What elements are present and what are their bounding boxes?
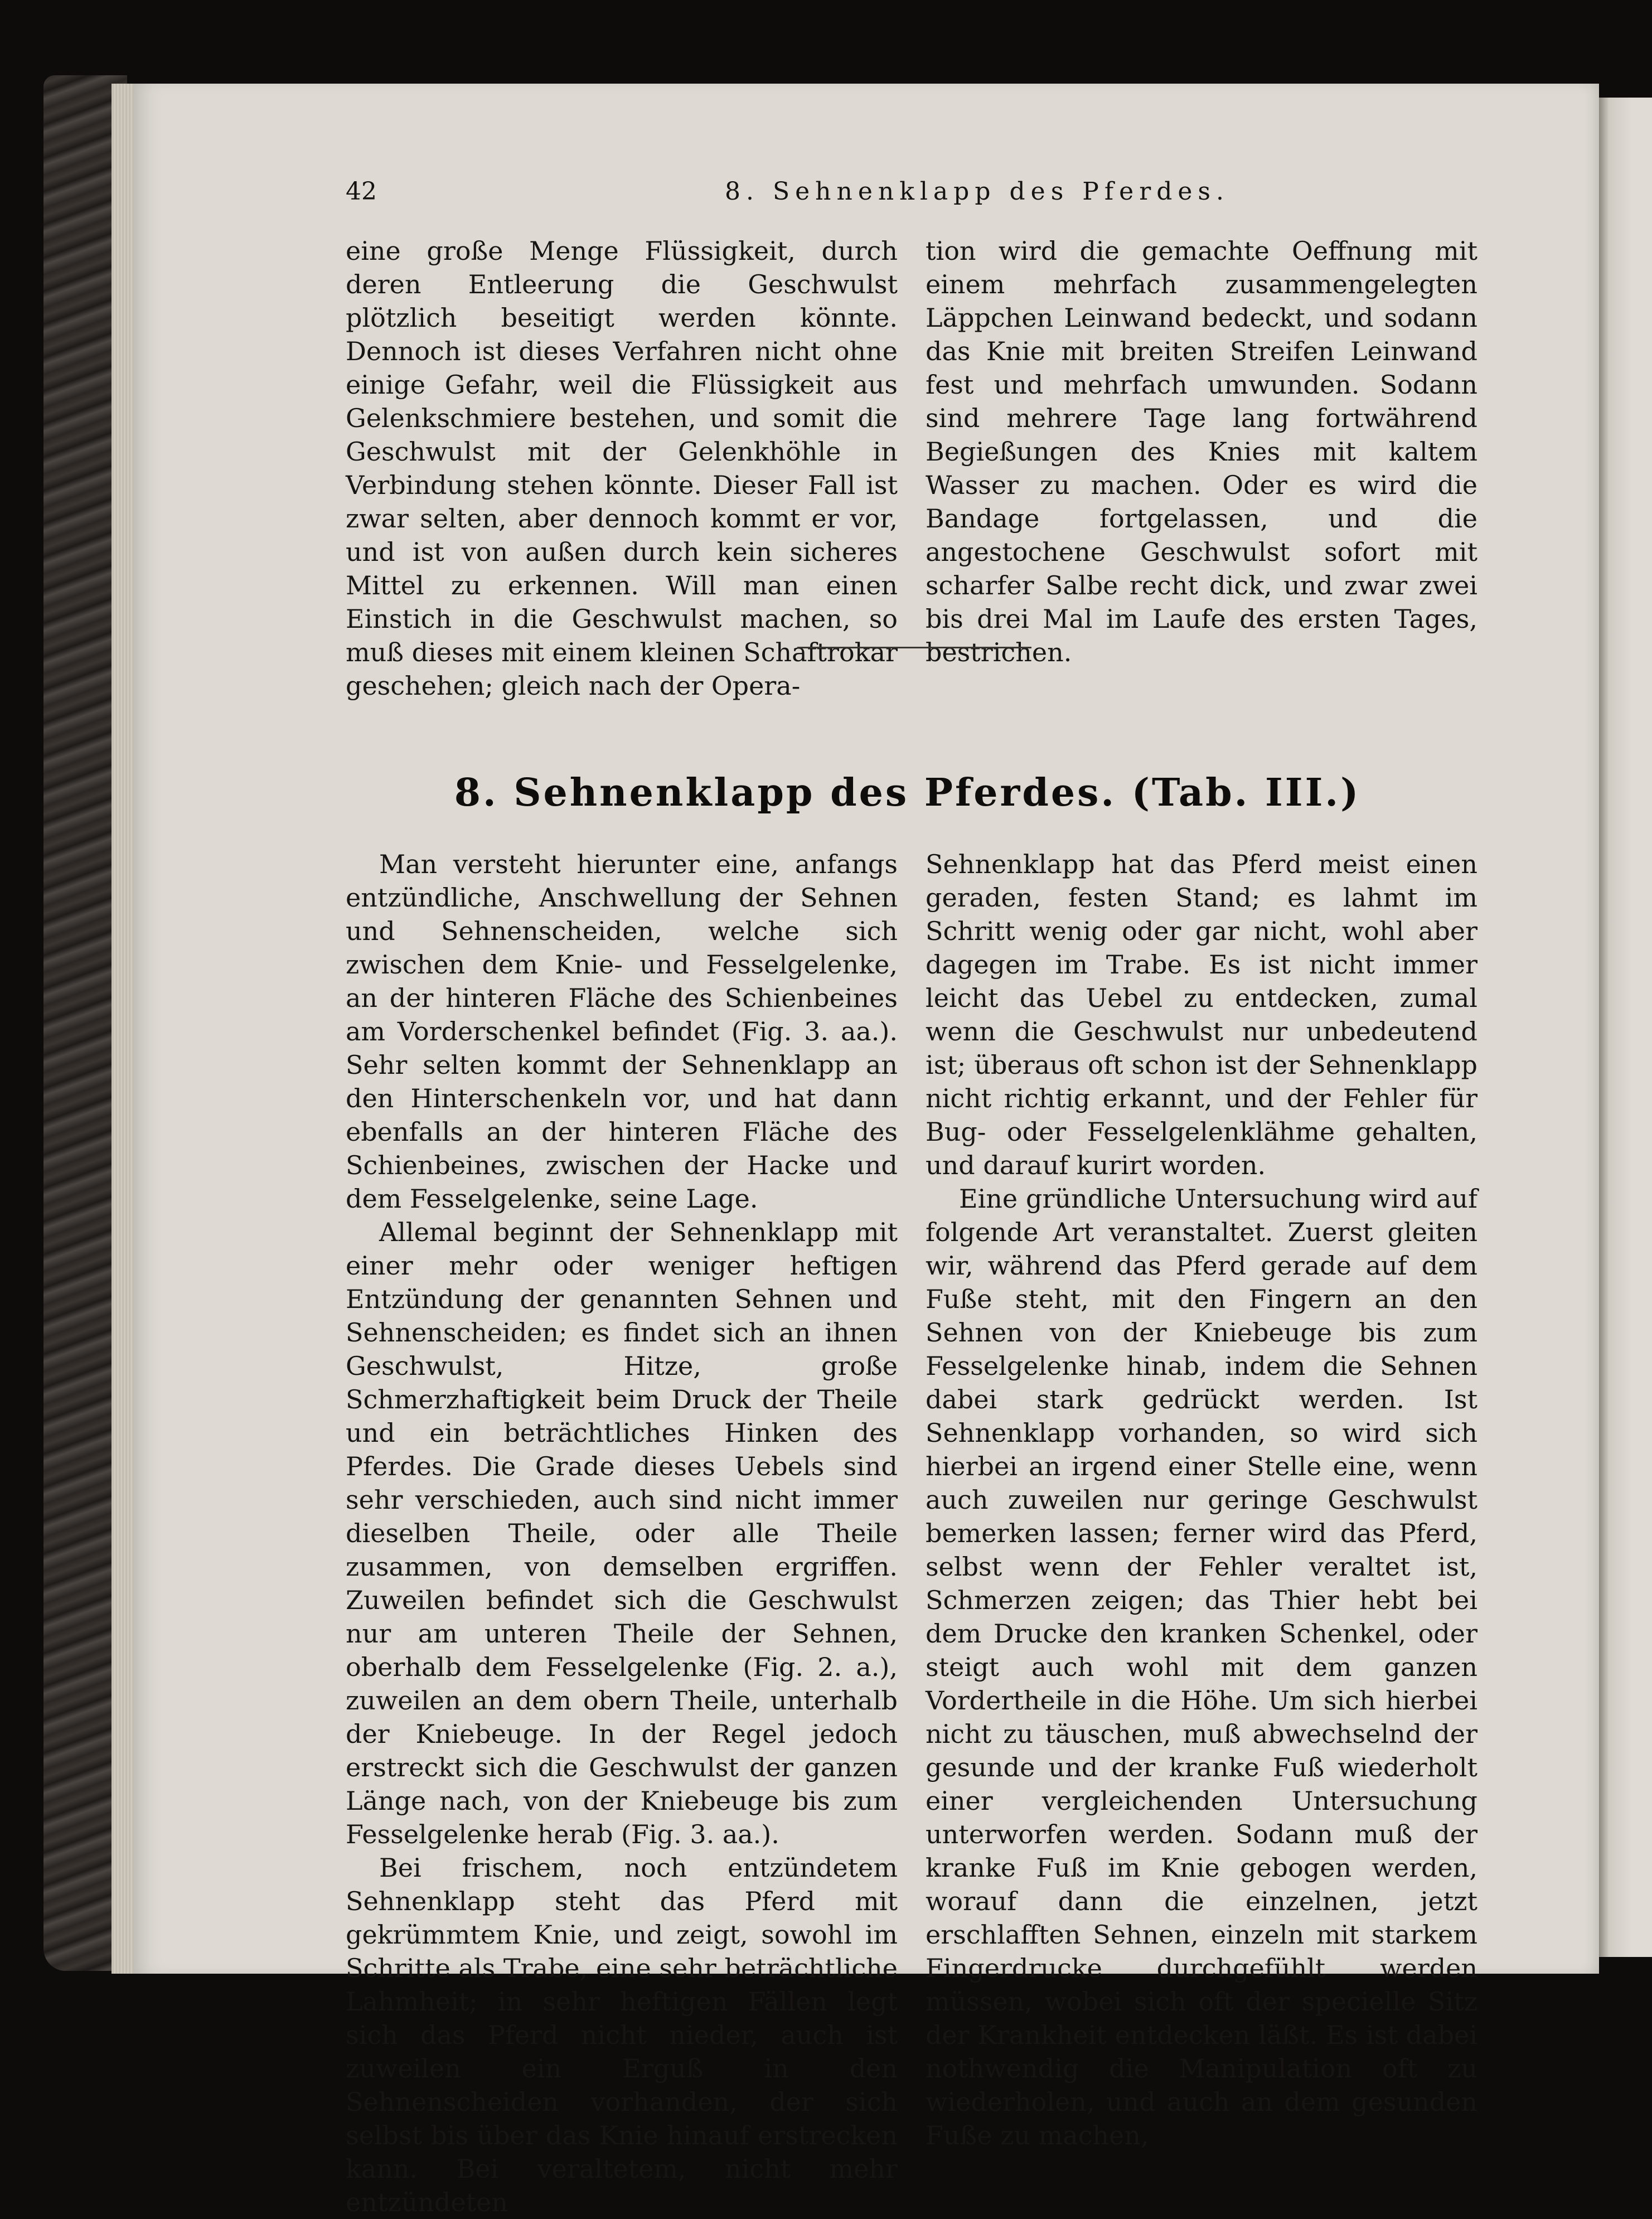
page-header	[346, 177, 1469, 216]
upper-right-paragraph: tion wird die gemachte Oeffnung mit einem mehrfach zusammengelegten Läppchen Leinwand bedeckt, und sodann das Knie mit breiten Streifen Leinwand fest und mehrfach umwunden. Sodann sind mehrere Tage lang fortwährend Begießungen des Knies mit kaltem Wasser zu machen. Oder es wird die Bandage fortgelassen, und die angestochene Geschwulst sofort mit scharfer Salbe recht dick, und zwar zwei bis drei Mal im Laufe des ersten Tages, bestrichen.	[926, 236, 1477, 667]
paragraph: Sehnenklapp hat das Pferd meist einen geraden, festen Stand; es lahmt im Schritt wenig oder gar nicht, wohl aber dagegen im Trabe. Es ist nicht immer leicht das Uebel zu entdecken, zumal wenn die Geschwulst nur unbedeutend ist; überaus oft schon ist der Sehnenklapp nicht richtig erkannt, und der Fehler für Bug- oder Fesselgelenklähme gehalten, und darauf kurirt worden.	[926, 849, 1477, 1180]
paragraph: Eine gründliche Untersuchung wird auf folgende Art veranstaltet. Zuerst gleiten wir, während das Pferd gerade auf dem Fuße steht, mit den Fingern an den Sehnen von der Kniebeuge bis zum Fesselgelenke hinab, indem die Sehnen dabei stark gedrückt werden. Ist Sehnenklapp vorhanden, so wird sich hierbei an irgend einer Stelle eine, wenn auch zuweilen nur geringe Geschwulst bemerken lassen; ferner wird das Pferd, selbst wenn der Fehler veraltet ist, Schmerzen zeigen; das Thier hebt bei dem Drucke den kranken Schenkel, oder steigt auch wohl mit dem ganzen Vordertheile in die Höhe. Um sich hierbei nicht zu täuschen, muß abwechselnd der gesunde und der kranke Fuß wiederholt einer vergleichenden Untersuchung unterworfen werden. Sodann muß der kranke Fuß im Knie gebogen werden, worauf dann die einzelnen, jetzt erschlafften Sehnen, einzeln mit starkem Fingerdrucke durchgefühlt werden müssen, wobei sich oft der specielle Sitz der Krankheit entdecken läßt. Es ist dabei nothwendig die Manipulation oft zu wiederholen, und auch an dem gesunden Fuße zu machen,	[926, 1184, 1477, 2150]
upper-right-column	[926, 234, 1477, 669]
page-number: 42	[346, 177, 377, 206]
paragraph: Bei frischem, noch entzündetem Sehnenklapp steht das Pferd mit gekrümmtem Knie, und zeigt, sowohl im Schritte als Trabe, eine sehr beträchtliche Lahmheit; in sehr heftigen Fällen legt sich das Pferd nicht nieder, auch ist zuweilen ein Erguß in den Sehnenscheiden vorhanden, der sich selbst bis über das Knie hinauf erstrecken kann. Bei veraltetem, nicht mehr entzündeten	[346, 1853, 898, 2217]
running-head: 8. Sehnenklapp des Pferdes.	[725, 177, 1229, 206]
lower-right-column	[926, 847, 1477, 2152]
paragraph: Allemal beginnt der Sehnenklapp mit einer mehr oder weniger heftigen Entzündung der genannten Sehnen und Sehnenscheiden; es findet sich an ihnen Geschwulst, Hitze, große Schmerzhaftigkeit beim Druck der Theile und ein beträchtliches Hinken des Pferdes. Die Grade dieses Uebels sind sehr verschieden, auch sind nicht immer dieselben Theile, oder alle Theile zusammen, von demselben ergriffen. Zuweilen befindet sich die Geschwulst nur am unteren Theile der Sehnen, oberhalb dem Fesselgelenke (Fig. 2. a.), zuweilen an dem obern Theile, unterhalb der Kniebeuge. In der Regel jedoch erstreckt sich die Geschwulst der ganzen Länge nach, von der Kniebeuge bis zum Fesselgelenke herab (Fig. 3. aa.).	[346, 1217, 898, 1849]
section-divider	[797, 647, 1031, 648]
facing-page-edge	[1599, 98, 1652, 1957]
lower-left-column	[346, 847, 898, 2219]
upper-left-paragraph: eine große Menge Flüssigkeit, durch deren Entleerung die Geschwulst plötzlich beseitigt werden könnte. Dennoch ist dieses Verfahren nicht ohne einige Gefahr, weil die Flüssigkeit aus Gelenkschmiere bestehen, und somit die Geschwulst mit der Gelenkhöhle in Verbindung stehen könnte. Dieser Fall ist zwar selten, aber dennoch kommt er vor, und ist von außen durch kein sicheres Mittel zu erkennen. Will man einen Einstich in die Geschwulst machen, so muß dieses mit einem kleinen Schaftrokar geschehen; gleich nach der Opera-	[346, 236, 898, 701]
paragraph: Man versteht hierunter eine, anfangs entzündliche, Anschwellung der Sehnen und Sehnenscheiden, welche sich zwischen dem Knie- und Fesselgelenke, an der hinteren Fläche des Schienbeines am Vorderschenkel befindet (Fig. 3. aa.). Sehr selten kommt der Sehnenklapp an den Hinterschenkeln vor, und hat dann ebenfalls an der hinteren Fläche des Schienbeines, zwischen der Hacke und dem Fesselgelenke, seine Lage.	[346, 849, 898, 1214]
section-heading: 8. Sehnenklapp des Pferdes. (Tab. III.)	[454, 771, 1361, 815]
upper-left-column	[346, 234, 898, 702]
